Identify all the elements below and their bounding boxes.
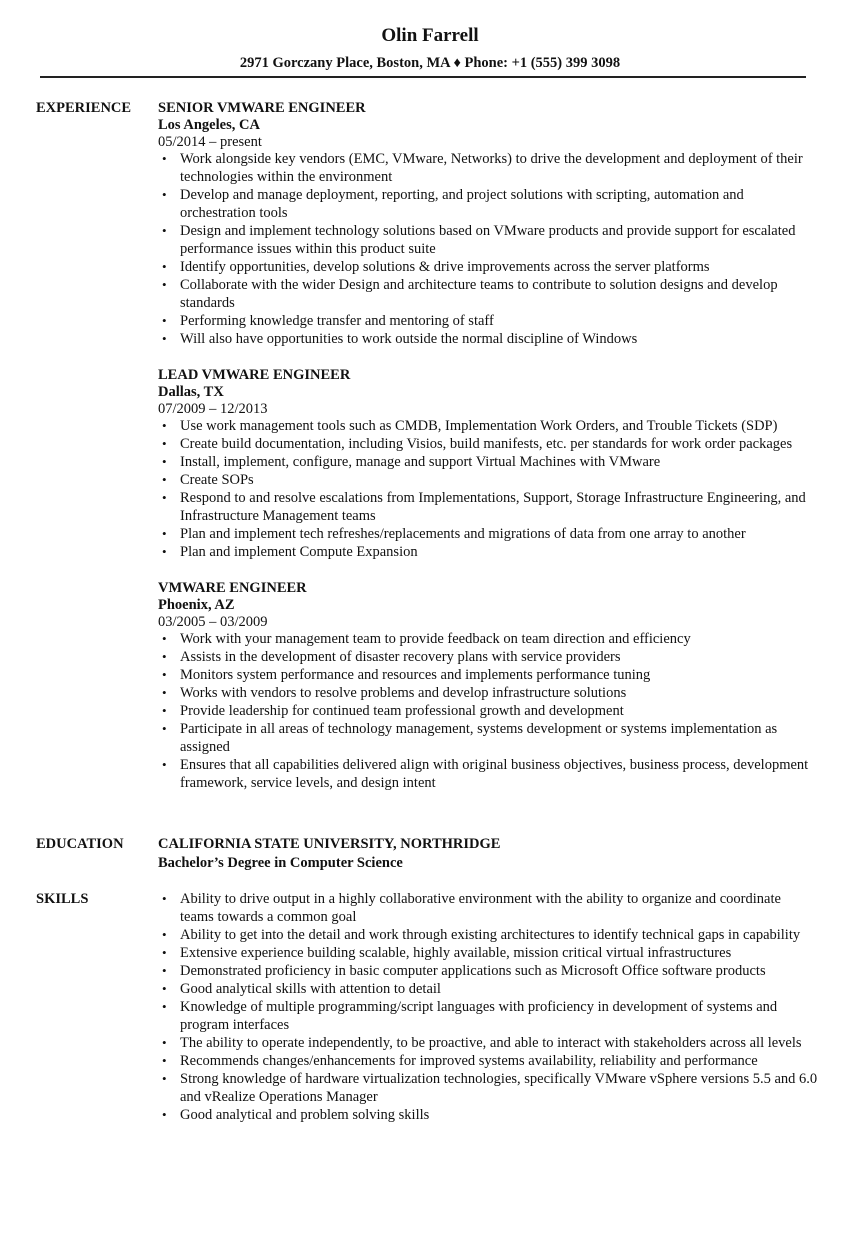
bullet-item [158, 666, 818, 684]
bullet-text: Ability to get into the detail and work through existing architectures to identify technical gaps in capability [180, 927, 801, 943]
candidate-name: Olin Farrell [381, 25, 479, 46]
bullet-text: Strong knowledge of hardware virtualization technologies, specifically VMware vSphere versions 5.5 and 6.0 and vRealize Operations Manager [180, 1071, 818, 1105]
bullet-text: Extensive experience building scalable, highly available, mission critical virtual infrastructures [180, 945, 732, 961]
bullet-text: Plan and implement Compute Expansion [180, 544, 418, 560]
bullet-item [158, 962, 818, 980]
bullet-icon: • [162, 685, 167, 700]
bullet-item [158, 186, 818, 222]
bullet-icon: • [162, 223, 167, 238]
bullet-text: Participate in all areas of technology management, systems development or systems implementation as assigned [180, 721, 778, 755]
bullet-icon: • [162, 649, 167, 664]
bullet-icon: • [162, 544, 167, 559]
experience-list [158, 99, 818, 810]
skills-list-container [158, 890, 818, 1124]
bullet-icon: • [162, 927, 167, 942]
bullet-icon: • [162, 945, 167, 960]
bullet-item [158, 330, 818, 348]
bullet-icon: • [162, 963, 167, 978]
bullet-icon: • [162, 721, 167, 736]
resume-header [0, 22, 860, 73]
job-dates: 07/2009 – 12/2013 [158, 401, 268, 417]
bullet-text: Provide leadership for continued team professional growth and development [180, 703, 624, 719]
bullet-icon: • [162, 1107, 167, 1122]
bullet-item [158, 222, 818, 258]
bullet-text: The ability to operate independently, to be proactive, and able to interact with stakeholders across all levels [180, 1035, 802, 1051]
job-title: LEAD VMWARE ENGINEER [158, 367, 351, 383]
bullet-item [158, 435, 818, 453]
school-name: CALIFORNIA STATE UNIVERSITY, NORTHRIDGE [158, 836, 501, 852]
bullet-text: Recommends changes/enhancements for improved systems availability, reliability and performance [180, 1053, 758, 1069]
bullet-text: Good analytical skills with attention to detail [180, 981, 441, 997]
bullet-item [158, 890, 818, 926]
bullet-item [158, 543, 818, 561]
bullet-icon: • [162, 259, 167, 274]
bullet-text: Install, implement, configure, manage and support Virtual Machines with VMware [180, 454, 661, 470]
section-label-skills: SKILLS [36, 891, 89, 907]
bullet-item [158, 648, 818, 666]
bullet-item [158, 980, 818, 998]
job-dates: 05/2014 – present [158, 134, 262, 150]
bullet-text: Ensures that all capabilities delivered align with original business objectives, business process, development framework, service levels, and design intent [180, 757, 809, 791]
section-label-experience: EXPERIENCE [36, 100, 132, 116]
bullet-item [158, 258, 818, 276]
education-entry [158, 835, 818, 873]
bullet-text: Create build documentation, including Visios, build manifests, etc. per standards for work order packages [180, 436, 793, 452]
bullet-item [158, 1034, 818, 1052]
bullet-text: Performing knowledge transfer and mentoring of staff [180, 313, 494, 329]
job-entry [158, 579, 818, 792]
contact-line: 2971 Gorczany Place, Boston, MA ♦ Phone: +1 (555) 399 3098 [239, 55, 621, 71]
job-entry [158, 366, 818, 561]
bullet-item [158, 944, 818, 962]
bullet-icon: • [162, 313, 167, 328]
bullet-item [158, 489, 818, 525]
bullet-icon: • [162, 331, 167, 346]
job-entry [158, 99, 818, 348]
bullet-text: Monitors system performance and resources and implements performance tuning [180, 667, 651, 683]
bullet-item [158, 756, 818, 792]
bullet-icon: • [162, 277, 167, 292]
bullet-item [158, 417, 818, 435]
bullet-text: Design and implement technology solutions based on VMware products and provide support for escalated performance issues within this product suite [180, 223, 796, 257]
bullet-icon: • [162, 891, 167, 906]
bullet-icon: • [162, 1071, 167, 1086]
bullet-icon: • [162, 454, 167, 469]
bullet-item [158, 720, 818, 756]
bullet-text: Identify opportunities, develop solutions & drive improvements across the server platforms [180, 259, 710, 275]
section-label-education: EDUCATION [36, 836, 124, 852]
bullet-icon: • [162, 631, 167, 646]
bullet-icon: • [162, 667, 167, 682]
bullet-text: Develop and manage deployment, reporting, and project solutions with scripting, automation and orchestration tools [180, 187, 744, 221]
bullet-icon: • [162, 757, 167, 772]
bullet-icon: • [162, 472, 167, 487]
bullet-icon: • [162, 151, 167, 166]
job-location: Los Angeles, CA [158, 117, 260, 133]
bullet-item [158, 926, 818, 944]
degree-name: Bachelor’s Degree in Computer Science [158, 855, 403, 871]
header-divider [40, 76, 806, 78]
job-dates: 03/2005 – 03/2009 [158, 614, 268, 630]
bullet-icon: • [162, 981, 167, 996]
bullet-text: Use work management tools such as CMDB, Implementation Work Orders, and Trouble Tickets (SDP) [180, 418, 778, 434]
job-location: Phoenix, AZ [158, 597, 235, 613]
bullet-text: Work alongside key vendors (EMC, VMware, Networks) to drive the development and deployment of their technologies within the environment [180, 151, 803, 185]
bullet-icon: • [162, 1053, 167, 1068]
bullet-text: Will also have opportunities to work outside the normal discipline of Windows [180, 331, 638, 347]
job-title: VMWARE ENGINEER [158, 580, 307, 596]
job-title: SENIOR VMWARE ENGINEER [158, 100, 366, 116]
job-bullets [158, 630, 818, 792]
bullet-item [158, 630, 818, 648]
bullet-icon: • [162, 526, 167, 541]
bullet-item [158, 453, 818, 471]
bullet-icon: • [162, 418, 167, 433]
bullet-item [158, 684, 818, 702]
bullet-icon: • [162, 703, 167, 718]
bullet-text: Assists in the development of disaster recovery plans with service providers [180, 649, 621, 665]
bullet-icon: • [162, 999, 167, 1014]
bullet-text: Collaborate with the wider Design and architecture teams to contribute to solution designs and develop standards [180, 277, 778, 311]
bullet-item [158, 1106, 818, 1124]
job-bullets [158, 417, 818, 561]
bullet-item [158, 276, 818, 312]
bullet-text: Works with vendors to resolve problems and develop infrastructure solutions [180, 685, 627, 701]
bullet-item [158, 1070, 818, 1106]
bullet-icon: • [162, 436, 167, 451]
bullet-item [158, 525, 818, 543]
bullet-text: Knowledge of multiple programming/script languages with proficiency in development of systems and program interfaces [180, 999, 778, 1033]
bullet-item [158, 312, 818, 330]
bullet-text: Good analytical and problem solving skills [180, 1107, 430, 1123]
bullet-item [158, 1052, 818, 1070]
bullet-item [158, 150, 818, 186]
bullet-text: Demonstrated proficiency in basic computer applications such as Microsoft Office software products [180, 963, 766, 979]
bullet-text: Work with your management team to provide feedback on team direction and efficiency [180, 631, 691, 647]
job-location: Dallas, TX [158, 384, 224, 400]
skills-list [158, 890, 818, 1124]
bullet-icon: • [162, 1035, 167, 1050]
bullet-item [158, 702, 818, 720]
bullet-item [158, 471, 818, 489]
bullet-icon: • [162, 187, 167, 202]
bullet-text: Plan and implement tech refreshes/replacements and migrations of data from one array to another [180, 526, 746, 542]
bullet-text: Ability to drive output in a highly collaborative environment with the ability to organize and coordinate teams towards a common goal [180, 891, 781, 925]
bullet-text: Create SOPs [180, 472, 254, 488]
bullet-item [158, 998, 818, 1034]
bullet-text: Respond to and resolve escalations from Implementations, Support, Storage Infrastructure Engineering, and Infrastructure Management teams [180, 490, 806, 524]
bullet-icon: • [162, 490, 167, 505]
job-bullets [158, 150, 818, 348]
